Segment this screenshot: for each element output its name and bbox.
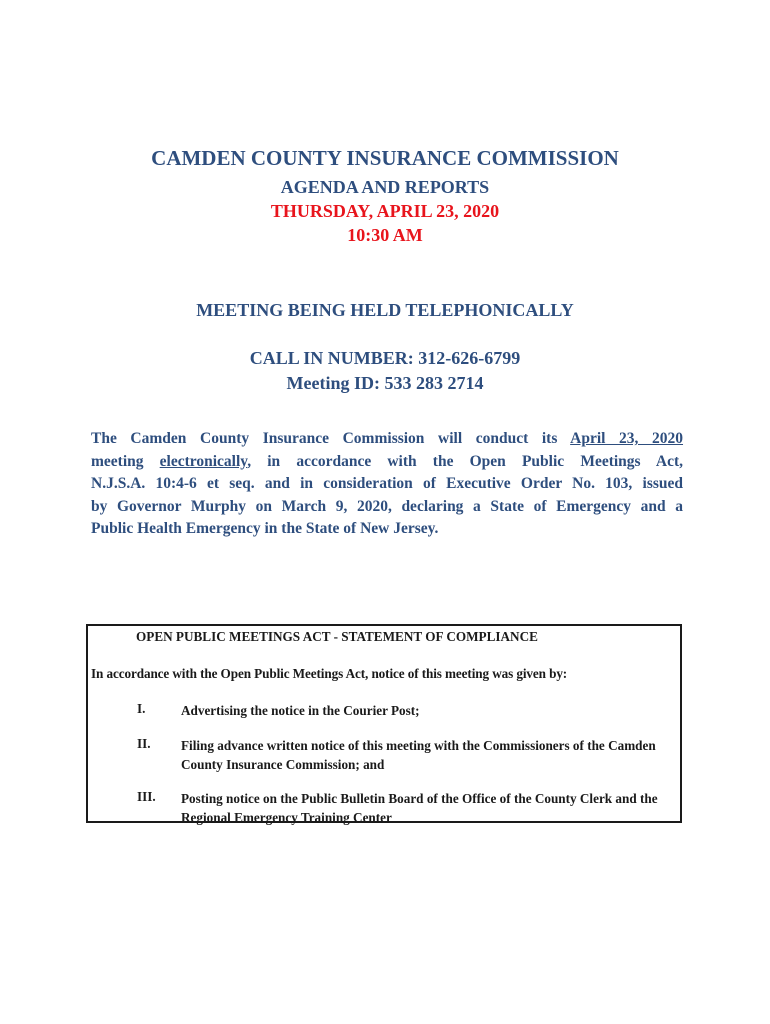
statement-line (91, 428, 683, 451)
compliance-title: OPEN PUBLIC MEETINGS ACT - STATEMENT OF COMPLIANCE (136, 629, 538, 644)
statement-line: by Governor Murphy on March 9, 2020, declaring a State of Emergency and a (91, 497, 683, 515)
electronically-underlined: electronically (159, 452, 248, 470)
meeting-date-underlined: April 23, 2020 (570, 430, 684, 447)
call-in-number: CALL IN NUMBER: 312-626-6799 (249, 348, 521, 368)
compliance-item-text: Advertising the notice in the Courier Post; (181, 703, 420, 718)
electronic-meeting-statement (91, 428, 683, 541)
statement-line: N.J.S.A. 10:4-6 et seq. and in consideration of Executive Order No. 103, issued (91, 475, 683, 492)
statement-text: meeting (91, 452, 160, 470)
meeting-id: Meeting ID: 533 283 2714 (286, 373, 484, 393)
compliance-item-number: II. (137, 736, 151, 751)
compliance-statement-box (86, 624, 682, 823)
compliance-item-text: Filing advance written notice of this meeting with the Commissioners of the Camden County Insurance Commission; and (181, 738, 656, 772)
meeting-mode: MEETING BEING HELD TELEPHONICALLY (196, 300, 574, 320)
statement-line: Public Health Emergency in the State of New Jersey. (91, 520, 439, 537)
compliance-item-number: I. (137, 701, 146, 716)
document-subtitle: AGENDA AND REPORTS (280, 177, 490, 197)
document-title: CAMDEN COUNTY INSURANCE COMMISSION (151, 146, 619, 170)
statement-text: , in accordance with the Open Public Meetings Act, (247, 452, 683, 470)
compliance-item-text: Posting notice on the Public Bulletin Board of the Office of the County Clerk and the Regional Emergency Training Center (181, 791, 658, 825)
meeting-date: THURSDAY, APRIL 23, 2020 (270, 201, 500, 221)
statement-text: The Camden County Insurance Commission will conduct its (91, 430, 571, 447)
compliance-item-number: III. (137, 789, 156, 804)
statement-line (91, 451, 683, 474)
meeting-time: 10:30 AM (347, 225, 423, 245)
compliance-intro: In accordance with the Open Public Meetings Act, notice of this meeting was given by: (91, 666, 568, 681)
